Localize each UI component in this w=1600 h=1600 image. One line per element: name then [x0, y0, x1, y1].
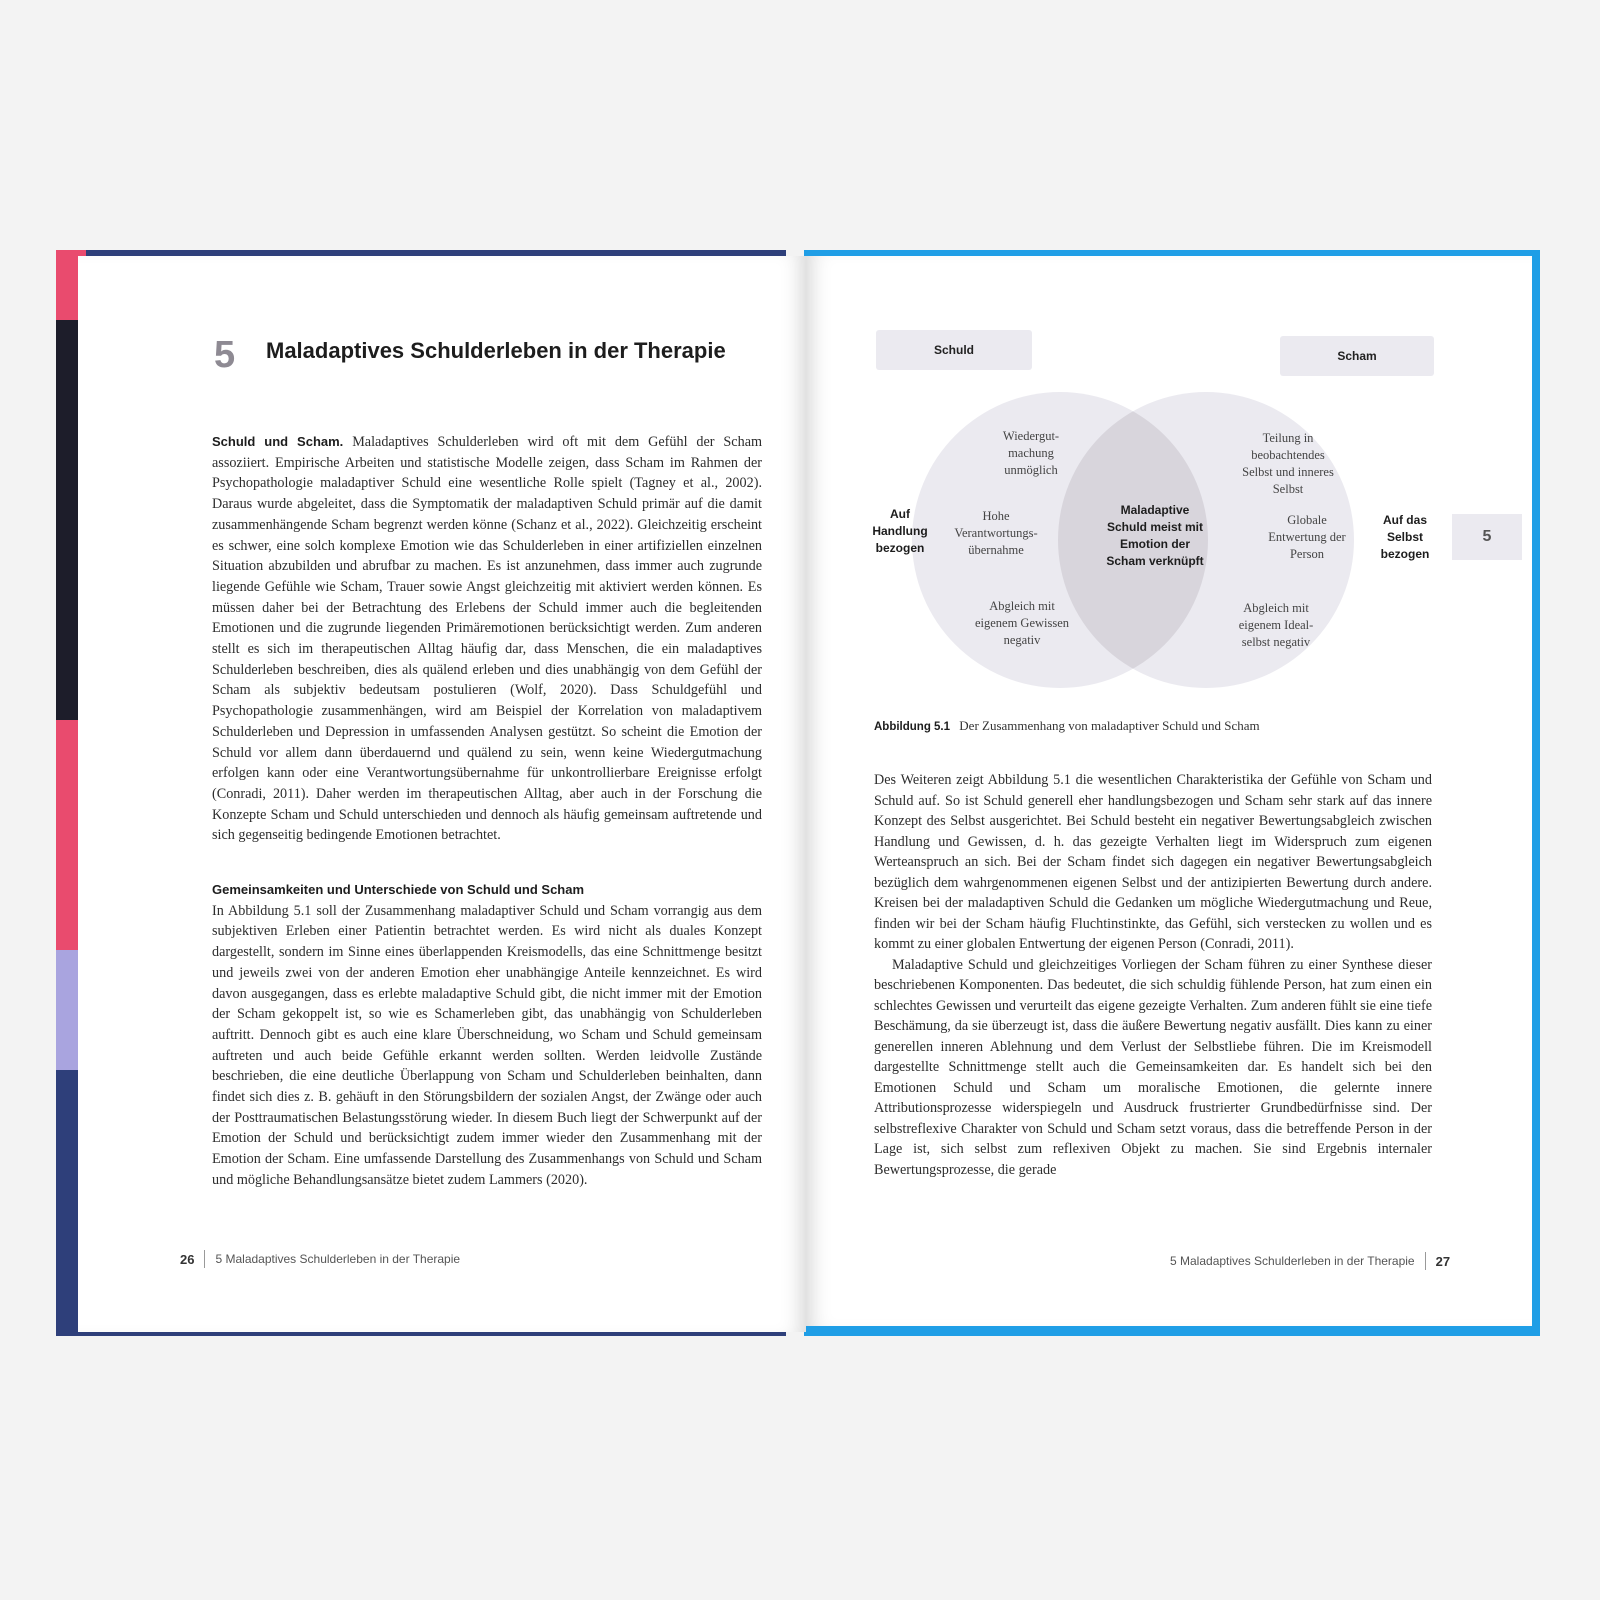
label-gewissen: Abgleich mit eigenem Gewissen negativ — [974, 599, 1070, 647]
label-center: Maladaptive Schuld meist mit Emotion der Scham verknüpft — [1106, 503, 1204, 568]
left-paragraph-1 — [212, 432, 762, 846]
schuld-box: Schuld — [876, 330, 1032, 370]
left-section-2 — [212, 880, 762, 1191]
scham-box: Scham — [1280, 336, 1434, 376]
section-subheading: Gemeinsamkeiten und Unterschiede von Schuld und Scham — [212, 882, 585, 897]
runin-heading: Schuld und Scham. — [212, 434, 344, 449]
label-wiedergutmachung: Wiedergut-machung unmöglich — [1002, 429, 1060, 477]
label-entwertung: Globale Entwertung der Person — [1268, 513, 1346, 561]
paragraph-text: In Abbildung 5.1 soll der Zusammenhang maladaptiver Schuld und Scham vorrangig aus dem subjektiven Erleben einer Patientin betrachtet werden. Es wird nicht als duales Konzept dargestellt, sondern im Sinne eines überlappenden Kreismodells, das eine Schnittmenge besitzt und jeweils zwei von der anderen Emotion eher unabhängige Anteile kennzeichnet. Es wird davon ausgegangen, dass es erlebte maladaptive Schuld gibt, die nicht immer mit der Emotion der Scham gekoppelt ist, so wie es Schamerleben gibt, das unabhängig von Schulderleben auftritt. Dennoch gibt es auch eine klare Überschneidung, wo Scham und Schuld gemeinsam auftreten und auch beide Gefühle erkannt werden sollten. Werden leidvolle Zustände beschrieben, die eine deutliche Überlappung von Scham und Schulderleben beinhalten, dann findet sich dies z. B. gehäuft in den Störungsbildern der sozialen Angst, der Zwänge oder auch der Posttraumatischen Belastungsstörung wieder. In diesem Buch liegt der Schwerpunkt auf der Emotion der Schuld und berücksichtigt zudem immer wieder den Zusammenhang mit der Emotion der Scham. Eine umfassende Darstellung des Zusammenhangs von Schuld und Scham und mögliche Behandlungsansätze bietet zudem Lammers (2020). — [212, 902, 762, 1188]
caption-text: Der Zusammenhang von maladaptiver Schuld und Scham — [959, 718, 1260, 733]
venn-diagram — [870, 330, 1440, 700]
left-footer — [180, 1250, 460, 1268]
right-footer — [1170, 1252, 1450, 1270]
figure-caption — [874, 718, 1260, 734]
running-head: 5 Maladaptives Schulderleben in der Therapie — [215, 1252, 461, 1266]
running-head: 5 Maladaptives Schulderleben in der Therapie — [1170, 1254, 1415, 1268]
label-idealselbst: Abgleich mit eigenem Ideal-selbst negativ — [1238, 601, 1314, 649]
label-teilung: Teilung in beobachtendes Selbst und inneres Selbst — [1242, 431, 1334, 496]
chapter-number: 5 — [214, 334, 236, 376]
page-number: 26 — [180, 1251, 195, 1267]
side-label-left: Auf Handlung bezogen — [872, 507, 928, 555]
label-verantwortung: Hohe Verantwortungs-übernahme — [954, 509, 1038, 557]
chapter-tab: 5 — [1452, 514, 1522, 560]
page-number: 27 — [1435, 1253, 1451, 1269]
footer-divider — [204, 1250, 205, 1268]
right-paragraph-1: Des Weiteren zeigt Abbildung 5.1 die wesentlichen Charakteristika der Gefühle von Scham und Schuld auf. So ist Schuld generell eher handlungsbezogen und Scham sehr stark auf das innere Konzept des Selbst ausgerichtet. Bei Schuld besteht ein negativer Bewertungsabgleich zwischen Handlung und Gewissen, d. h. das gezeigte Verhalten liegt im Widerspruch zum eigenen Werteanspruch an sich. Bei der Scham findet sich dagegen ein negativer Bewertungsabgleich bezüglich dem wahrgenommenen eigenen Selbst und der antizipierten Bewertung durch andere. Kreisen bei der maladaptiven Schuld die Gedanken um mögliche Wiedergutmachung und Reue, finden wir bei der Scham häufig Fluchtinstinkte, das Gefühl, sich verstecken zu wollen und es kommt zu einer globalen Entwertung der eigenen Person (Conradi, 2011). — [874, 772, 1432, 952]
paragraph-text: Maladaptives Schulderleben wird oft mit dem Gefühl der Scham assoziiert. Empirische Arbeiten und statistische Modelle zeigen, dass Scham im Rahmen der Psychopathologie maladaptiver Schuld eine wesentliche Rolle spielt (Tagney et al., 2002). Daraus wurde abgeleitet, dass die Symptomatik der maladaptiven Schuld primär auf die damit zusammenhängende Scham begrenzt werden könne (Schanz et al., 2022). Gleichzeitig erscheint es schwer, eine solch komplexe Emotion wie das Schulderleben in einer artifiziellen einzelnen Situation abzubilden und abrufbar zu machen. Es ist anzunehmen, dass immer auch zugrunde liegende Gefühle wie Scham, Trauer sowie Angst gleichzeitig mit aktiviert werden können. Es müssen daher bei der Betrachtung des Erlebens der Schuld immer auch die begleitenden Emotionen und die zugrunde liegenden Primäremotionen berücksichtigt werden. Zum anderen stellt es sich im therapeutischen Alltag häufig dar, dass Menschen, die ein maladaptives Schulderleben beschreiben, dies als quälend erleben und dies unabhängig von dem Gefühl der Scham als subjektiv bedeutsam postulieren (Wolf, 2020). Dass Schuldgefühl und Psychopathologie zusammenhängen, wird am Beispiel der Korrelation von maladaptivem Schulderleben und Depression in umfassenden Analysen gestützt. So scheint die Emotion der Schuld vor allem dann überdauernd und quälend zu sein, wenn keine Wiedergutmachung erfolgen kann oder eine Verantwortungsübernahme für unkontrollierbare Ereignisse erfolgt (Conradi, 2011). Daher werden im therapeutischen Alltag, aber auch in der Forschung die Konzepte Scham und Schuld unterschieden und dennoch als häufig gemeinsam auftretende und sich gegenseitig bedingende Emotionen betrachtet. — [212, 434, 763, 844]
right-paragraph-2: Maladaptive Schuld und gleichzeitiges Vorliegen der Scham führen zu einer Synthese dieser beschriebenen Komponenten. Das bedeutet, die sich schuldig fühlende Person, hat zum einen ein schlechtes Gewissen und verurteilt das eigene gezeigte Verhalten. Zum anderen fühlt sie eine tiefe Beschämung, da sie überzeugt ist, dass die äußere Bewertung negativ ausfällt. Dies kann zu einer generellen inneren Ablehnung und dem Verlust der Selbstliebe führen. Die im Kreismodell dargestellte Schnittmenge stellt auch die Gemeinsamkeiten dar. Es handelt sich bei den Emotionen Schuld und Scham um moralische Emotionen, die gelernte innere Attributionsprozesse widerspiegeln und Ausdruck frustrierter Grundbedürfnisse sind. Der selbstreflexive Charakter von Schuld und Scham setzt voraus, dass die betreffende Person in der Lage ist, sich selbst zum reflexiven Objekt zu machen. Sie sind Ergebnis internaler Bewertungsprozesse, die gerade — [874, 956, 1432, 1178]
caption-label: Abbildung 5.1 — [874, 721, 951, 733]
footer-divider — [1425, 1252, 1426, 1270]
chapter-title: Maladaptives Schulderleben in der Therapie — [266, 338, 726, 363]
side-label-right: Auf das Selbst bezogen — [1380, 513, 1430, 561]
right-body-text — [874, 770, 1432, 1180]
